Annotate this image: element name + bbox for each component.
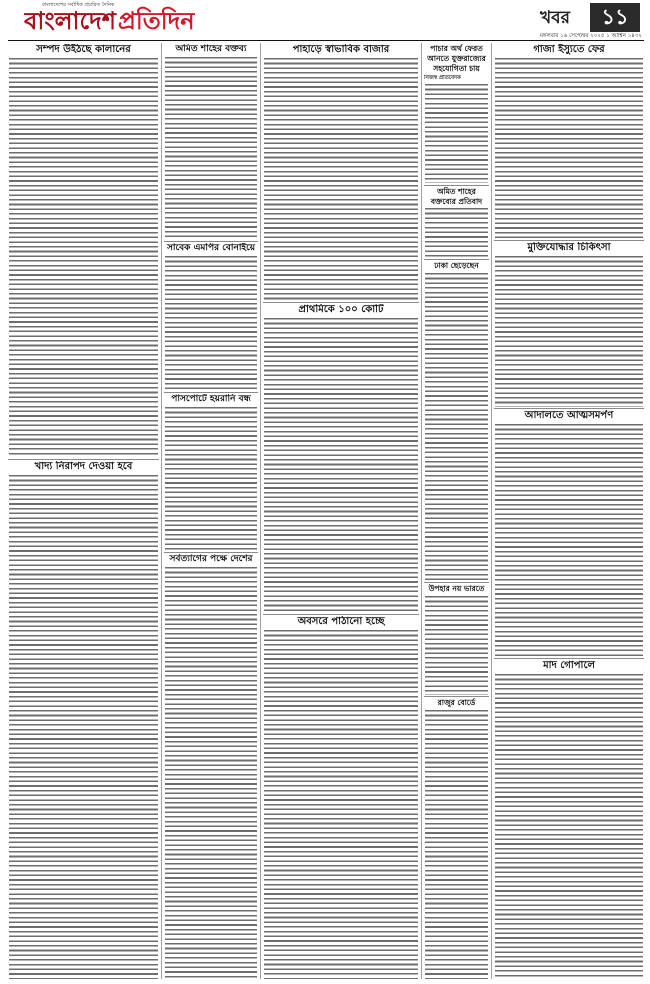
article [8, 43, 159, 457]
column-divider [491, 43, 492, 979]
article-headline: প্রাথমিকে ১০০ কোটি [298, 304, 384, 315]
article-body-text [165, 407, 257, 551]
article-headline: উপহার নয় ভারতে [428, 584, 485, 593]
article-headline: পাহাড়ে স্বাভাবিক বাজার [292, 44, 390, 55]
section-name: খবর [540, 8, 570, 28]
article [164, 43, 258, 239]
article-headline: সর্বত্যাগের পক্ষে দেশের [169, 554, 253, 564]
column-divider [421, 43, 422, 979]
article-body-text [165, 567, 257, 979]
logo-part-1: বাংলাদেশ [24, 7, 116, 35]
article-body-text [9, 58, 158, 457]
article [424, 185, 489, 258]
article [263, 43, 419, 300]
article-body-text [495, 58, 643, 238]
article-body-text [425, 208, 488, 258]
article-headline: সম্পদ উইঠছে কালানের [36, 44, 131, 55]
column-divider [260, 43, 261, 979]
article-body-text [495, 256, 643, 407]
article-body-text [264, 318, 418, 613]
article-headline: মুক্তিযোদ্ধার চিকিৎসা [527, 242, 611, 253]
article [164, 241, 258, 391]
article-headline: অমিত শাহের বক্তব্যের প্রতিবাদ [430, 187, 483, 206]
article [494, 408, 644, 657]
article-body-text [425, 596, 488, 695]
article-headline: মাদ গোপালে [543, 660, 595, 671]
article [164, 392, 258, 551]
page-number-badge: ১১ [590, 3, 640, 32]
logo-part-2: প্রতিদিন [117, 7, 195, 35]
article-body-text [425, 710, 488, 979]
article [424, 43, 489, 183]
article-headline: সাবেক এমপির বোনাইয়ে [166, 243, 256, 253]
article [8, 459, 159, 979]
article [164, 552, 258, 979]
newspaper-logo [24, 6, 195, 36]
article-headline: অবসরে পাঠানো হচ্ছে [297, 616, 385, 627]
article [494, 43, 644, 238]
article [494, 240, 644, 407]
article-body-text [495, 674, 643, 979]
article-headline: পাসপোর্টে হয়রানি বন্ধ [171, 394, 251, 404]
article-headline: পাচার অর্থ ফেরত আনতে যুক্তরাজ্যের সহযোগিতা চায় [427, 44, 486, 73]
article-body-text [495, 424, 643, 657]
issue-date: মঙ্গলবার ১৬ সেপ্টেম্বর ২০২৫ ১ আশ্বিন ১৪৩২ [539, 33, 642, 39]
masthead-rule [8, 40, 644, 41]
masthead-tagline: বাংলাদেশের সর্বাধিক প্রচারিত দৈনিক [42, 2, 115, 8]
article [263, 614, 419, 979]
article-body-text [425, 84, 488, 183]
article [424, 696, 489, 979]
article-byline: নিজস্ব প্রতিবেদক [424, 75, 461, 81]
article-body-text [165, 57, 257, 239]
article-headline: গাজা ইস্যুতে ফের [533, 44, 605, 55]
article-body-text [264, 630, 418, 979]
article-headline: অমিত শাহের বক্তব্য [175, 44, 247, 54]
article-body-text [165, 256, 257, 391]
article-body-text [264, 58, 418, 300]
column-divider [161, 43, 162, 979]
article-headline: রাজুর বোর্ডে [437, 698, 476, 707]
article-body-text [9, 475, 158, 979]
article [494, 658, 644, 979]
article-body-text [425, 273, 488, 581]
article [424, 582, 489, 695]
article-headline: ঢাকা ছেড়েছেন [434, 261, 479, 270]
article [424, 259, 489, 581]
article-headline: খাদ্য নিরাপদ দেওয়া হবে [34, 461, 133, 472]
article-headline: আদালতে আত্মসমর্পণ [524, 410, 614, 421]
article [263, 302, 419, 613]
